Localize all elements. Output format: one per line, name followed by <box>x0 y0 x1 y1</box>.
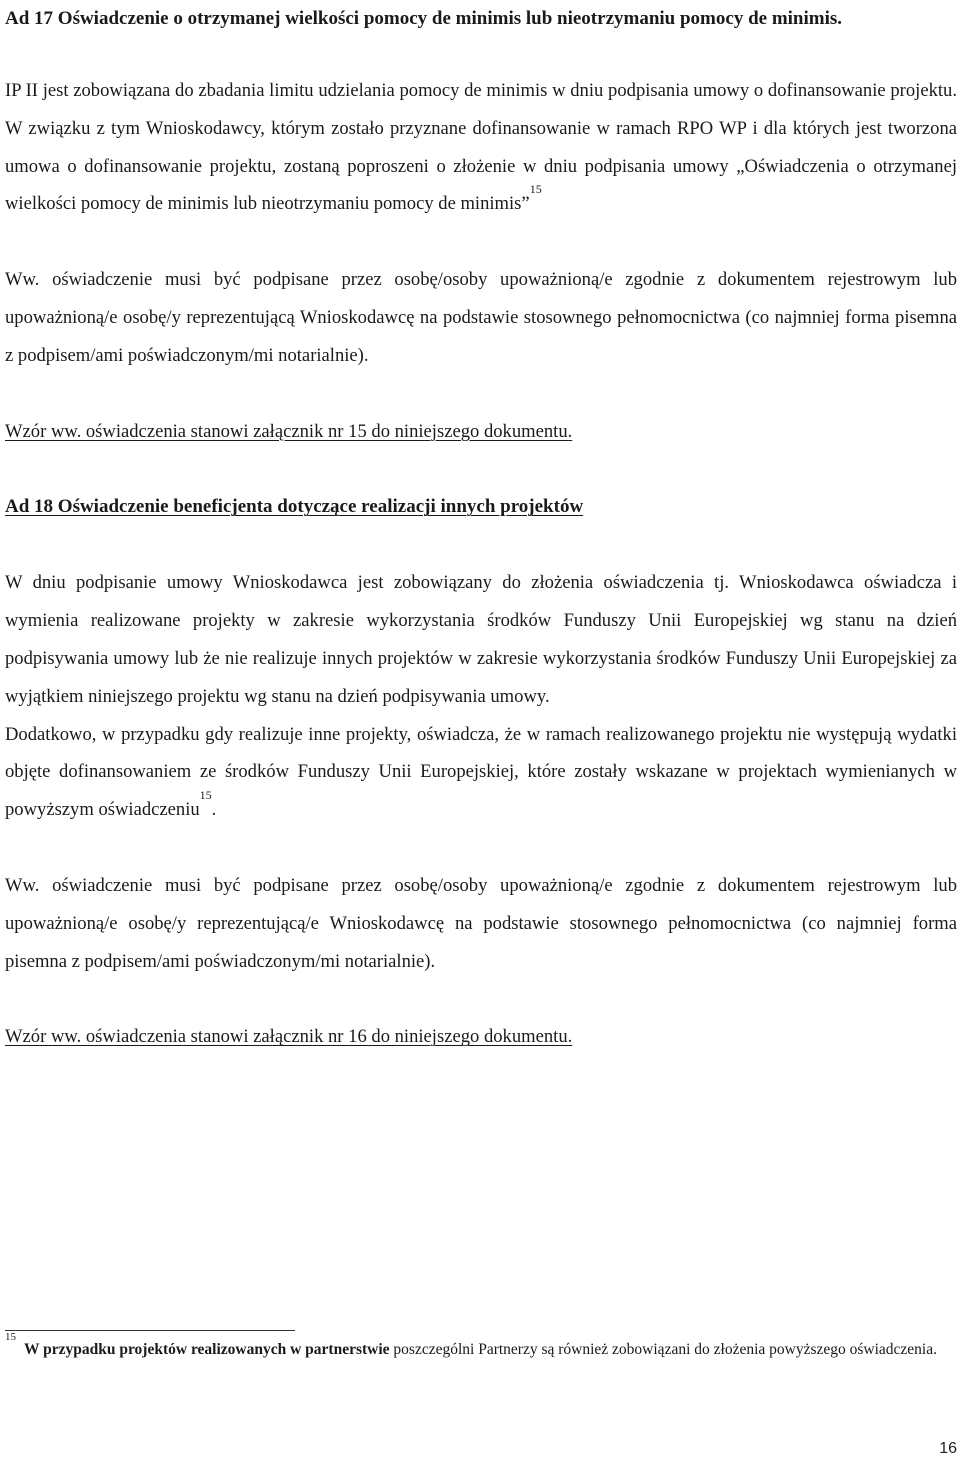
spacer <box>5 829 957 867</box>
ad18-template-note-text: Wzór ww. oświadczenia stanowi załącznik nr 16 do niniejszego dokumentu. <box>5 1026 573 1048</box>
spacer <box>5 223 957 261</box>
ad18-heading-text: Ad 18 Oświadczenie beneficjenta dotyczące realizacji innych projektów <box>5 496 584 518</box>
footnote-separator <box>5 1330 295 1331</box>
ad17-heading: Ad 17 Oświadczenie o otrzymanej wielkości pomocy de minimis lub nieotrzymaniu pomocy de minimis. <box>5 8 843 29</box>
ad18-paragraph-1: W dniu podpisanie umowy Wnioskodawca jest zobowiązany do złożenia oświadczenia tj. Wnioskodawca oświadcza i wymienia realizowane projekty w zakresie wykorzystania środków Funduszy Unii Europejskiej wg stanu na dzień podpisywania umowy lub że nie realizuje innych projektów w zakresie wykorzystania środków Funduszy Unii Europejskiej za wyjątkiem niniejszego projektu wg stanu na dzień podpisywania umowy. <box>5 572 957 707</box>
ad18-heading <box>5 488 957 526</box>
ad18-paragraph-3: Ww. oświadczenie musi być podpisane przez osobę/osoby upoważnioną/e zgodnie z dokumentem rejestrowym lub upoważnioną/e osobę/y reprezentującą/e Wnioskodawcę na podstawie stosownego pełnomocnictwa (co najmniej forma pisemna z podpisem/ami poświadczonym/mi notarialnie). <box>5 874 957 972</box>
footnote-reference: 15 <box>199 787 212 802</box>
footnote <box>5 1330 957 1361</box>
ad18-paragraph-2 <box>5 716 957 829</box>
spacer <box>5 38 957 72</box>
footnote-text: poszczególni Partnerzy są również zobowiązani do złożenia powyższego oświadczenia. <box>389 1341 937 1358</box>
ad17-paragraph-2: Ww. oświadczenie musi być podpisane przez osobę/osoby upoważnioną/e zgodnie z dokumentem rejestrowym lub upoważnioną/e osobę/y reprezentującą Wnioskodawcę na podstawie stosownego pełnomocnictwa (co najmniej forma pisemna z podpisem/ami poświadczonym/mi notarialnie). <box>5 269 957 366</box>
document-page <box>5 0 957 1056</box>
ad17-template-note <box>5 413 957 451</box>
spacer <box>5 526 957 564</box>
spacer <box>5 450 957 488</box>
page-number: 16 <box>939 1440 957 1457</box>
ad17-paragraph-1-text: IP II jest zobowiązana do zbadania limitu udzielania pomocy de minimis w dniu podpisania umowy o dofinansowanie projektu. W związku z tym Wnioskodawcy, którym zostało przyznane dofinansowanie w ramach RPO WP i dla których jest tworzona umowa o dofinansowanie projektu, zostaną poproszeni o złożenie w dniu podpisania umowy „Oświadczenia o otrzymanej wielkości pomocy de minimis lub nieotrzymaniu pomocy de minimis” <box>5 80 957 215</box>
footnote-mark: 15 <box>5 1330 16 1343</box>
ad17-paragraph-1 <box>5 72 957 223</box>
spacer <box>5 375 957 413</box>
footnote-reference: 15 <box>529 182 542 197</box>
spacer <box>5 980 957 1018</box>
footnote-bold-text: W przypadku projektów realizowanych w partnerstwie <box>24 1341 390 1358</box>
ad18-paragraph-2-text: Dodatkowo, w przypadku gdy realizuje inne projekty, oświadcza, że w ramach realizowanego projektu nie występują wydatki objęte dofinansowaniem ze środków Funduszy Unii Europejskiej, które zostały wskazane w projektach wymienianych w powyższym oświadczeniu <box>5 723 957 821</box>
ad18-template-note <box>5 1018 957 1056</box>
ad18-paragraph-2-end: . <box>211 799 217 821</box>
ad17-template-note-text: Wzór ww. oświadczenia stanowi załącznik nr 15 do niniejszego dokumentu. <box>5 420 573 442</box>
